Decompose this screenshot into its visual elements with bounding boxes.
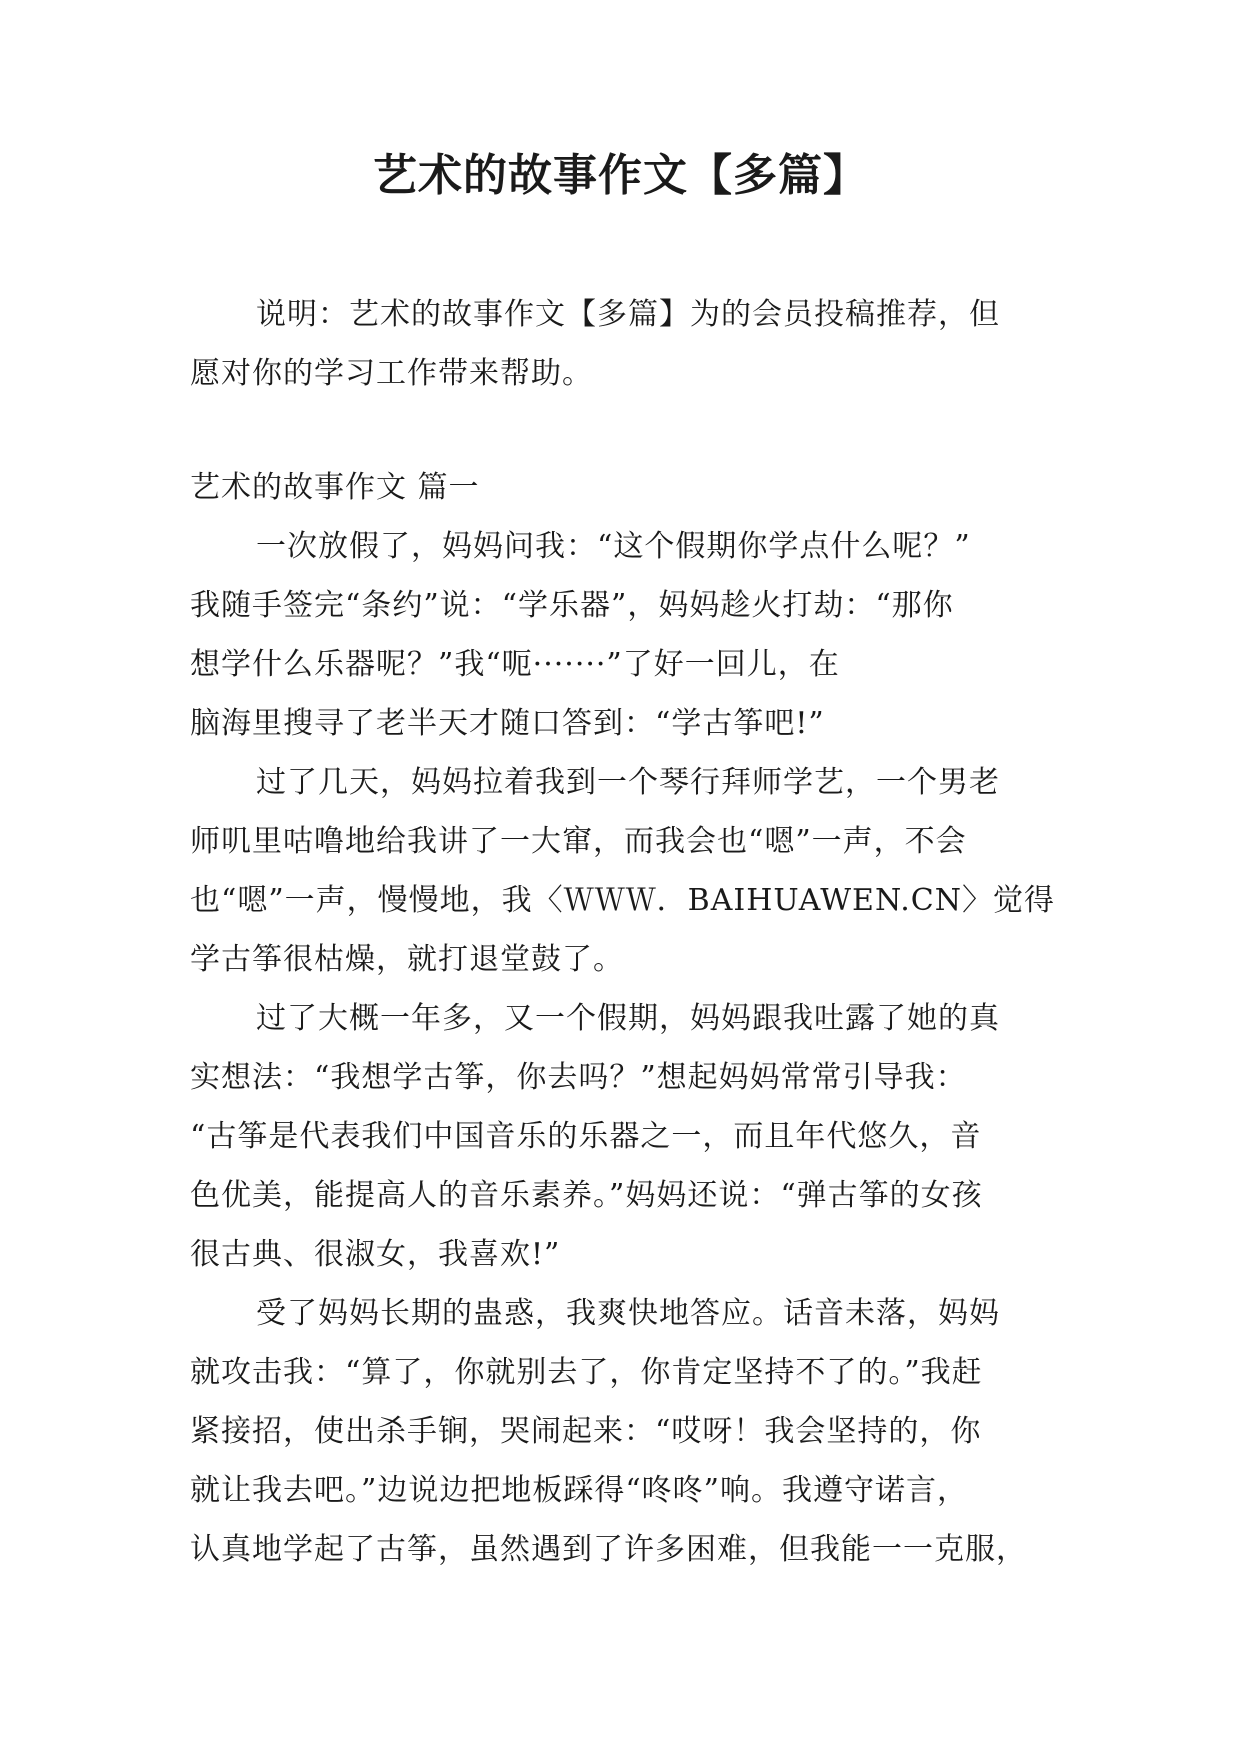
paragraph bbox=[190, 1284, 1060, 1579]
paragraph-line: 师叽里咕噜地给我讲了一大窜，而我会也“嗯”一声，不会 bbox=[190, 824, 967, 859]
intro-paragraph bbox=[190, 285, 1060, 403]
paragraph-line: 实想法：“我想学古筝，你去吗？”想起妈妈常常引导我： bbox=[190, 1060, 967, 1095]
paragraph bbox=[190, 517, 1060, 753]
paragraph-line: 想学什么乐器呢？”我“呃·······”了好一回儿，在 bbox=[190, 647, 840, 682]
paragraph-line: 学古筝很枯燥，就打退堂鼓了。 bbox=[190, 942, 624, 977]
paragraph bbox=[190, 989, 1060, 1284]
story-section bbox=[190, 458, 1060, 1579]
paragraph-line: 色优美，能提高人的音乐素养。”妈妈还说：“弹古筝的女孩 bbox=[190, 1178, 983, 1213]
paragraph-line: 受了妈妈长期的蛊惑，我爽快地答应。话音未落，妈妈 bbox=[256, 1296, 1000, 1331]
paragraph-line: 也“嗯”一声，慢慢地，我〈ＷＷＷ．BAIHUAWEN.CN〉觉得 bbox=[190, 883, 1056, 918]
document-title: 艺术的故事作文【多篇】 bbox=[373, 150, 868, 201]
paragraph bbox=[190, 753, 1060, 989]
paragraph-line: 认真地学起了古筝，虽然遇到了许多困难，但我能一一克服， bbox=[190, 1532, 1027, 1567]
paragraph-line: 过了几天，妈妈拉着我到一个琴行拜师学艺，一个男老 bbox=[256, 765, 1000, 800]
paragraph-line: 我随手签完“条约”说：“学乐器”，妈妈趁火打劫：“那你 bbox=[190, 588, 954, 623]
section-heading: 艺术的故事作文 篇一 bbox=[190, 470, 480, 505]
paragraph-line: 过了大概一年多，又一个假期，妈妈跟我吐露了她的真 bbox=[256, 1001, 1000, 1036]
paragraph-line: 脑海里搜寻了老半天才随口答到：“学古筝吧!” bbox=[190, 706, 825, 741]
intro-line: 愿对你的学习工作带来帮助。 bbox=[190, 356, 593, 391]
paragraph-line: 一次放假了，妈妈问我：“这个假期你学点什么呢？” bbox=[256, 529, 971, 564]
intro-line: 说明：艺术的故事作文【多篇】为的会员投稿推荐，但 bbox=[256, 297, 1000, 332]
paragraph-line: 很古典、很淑女，我喜欢!” bbox=[190, 1237, 561, 1272]
paragraph-line: 就让我去吧。”边说边把地板踩得“咚咚”响。我遵守诺言， bbox=[190, 1473, 969, 1508]
paragraph-line: 就攻击我：“算了，你就别去了，你肯定坚持不了的。”我赶 bbox=[190, 1355, 983, 1390]
paragraph-line: 紧接招，使出杀手锏，哭闹起来：“哎呀！我会坚持的，你 bbox=[190, 1414, 982, 1449]
paragraph-line: “古筝是代表我们中国音乐的乐器之一，而且年代悠久，音 bbox=[190, 1119, 982, 1154]
